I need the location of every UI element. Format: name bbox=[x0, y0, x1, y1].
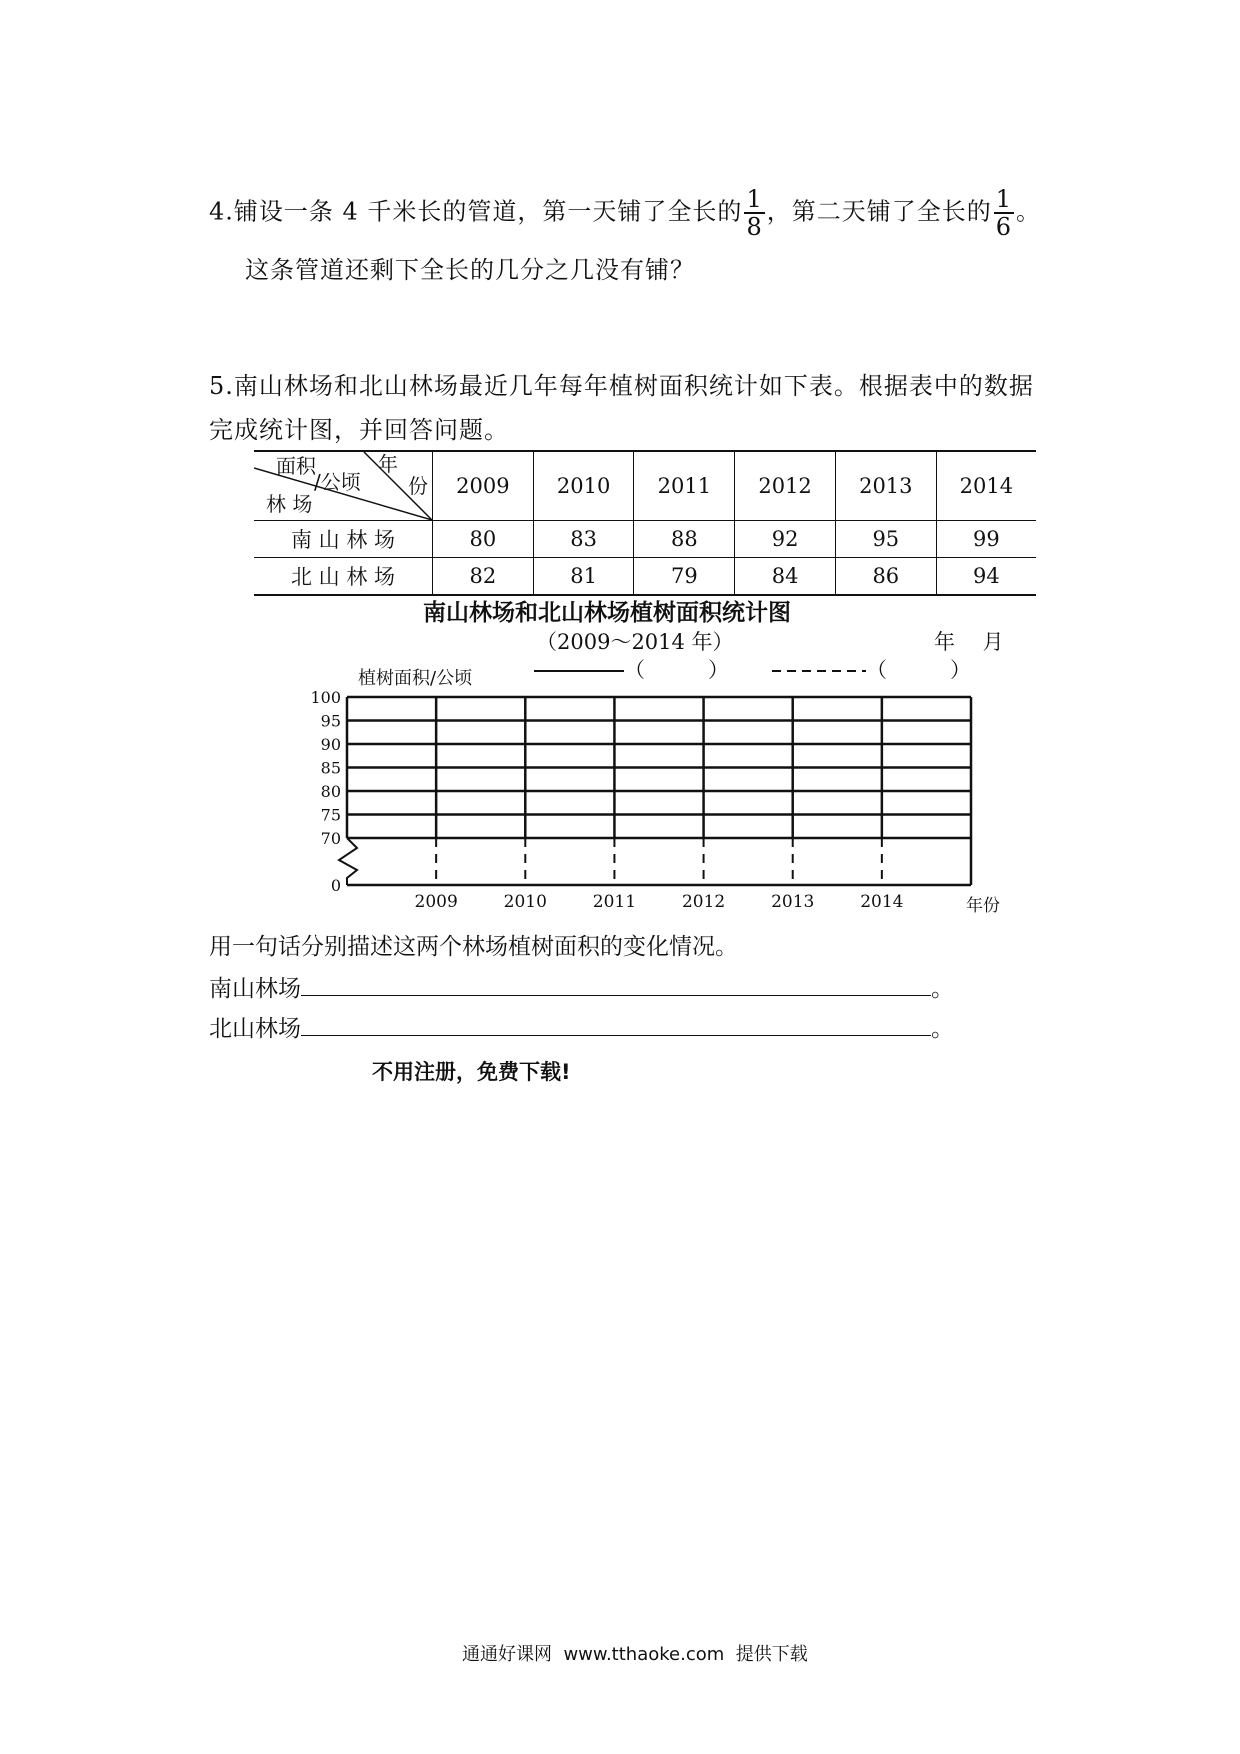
data-table bbox=[254, 450, 1036, 596]
x-tick-label: 2013 bbox=[771, 892, 815, 912]
y-tick-label: 0 bbox=[330, 876, 341, 895]
table-cell: 86 bbox=[835, 558, 936, 596]
table-cell: 79 bbox=[634, 558, 735, 596]
fraction-denominator: 6 bbox=[995, 213, 1012, 241]
answer-prompt: 用一句话分别描述这两个林场植树面积的变化情况。 bbox=[209, 934, 738, 960]
y-tick-label: 95 bbox=[320, 711, 341, 731]
chart-subtitle: （2009～2014 年） bbox=[536, 630, 734, 654]
y-tick-label: 70 bbox=[320, 829, 341, 848]
x-tick-label: 2012 bbox=[681, 892, 726, 912]
corner-label-farm: 林 场 bbox=[266, 492, 313, 516]
q5-line2: 完成统计图，并回答问题。 bbox=[209, 416, 509, 444]
answer-south-end: 。 bbox=[931, 976, 954, 1002]
table-cell: 99 bbox=[936, 521, 1036, 558]
q4-text-part3: 。 bbox=[1016, 197, 1041, 226]
fraction-numerator: 1 bbox=[746, 185, 763, 213]
chart-date-blank: 年 月 bbox=[934, 630, 1004, 654]
fraction-numerator: 1 bbox=[995, 185, 1012, 213]
table-cell: 95 bbox=[835, 521, 936, 558]
q4-text-part2: ，第二天铺了全长的 bbox=[766, 197, 992, 226]
year-header: 2013 bbox=[835, 451, 936, 521]
year-header: 2012 bbox=[735, 451, 836, 521]
table-cell: 84 bbox=[735, 558, 836, 596]
table-row bbox=[254, 521, 1036, 558]
legend-solid-blank: （ ） bbox=[624, 658, 729, 682]
x-tick-label: 2010 bbox=[503, 892, 547, 912]
y-tick-label: 90 bbox=[320, 735, 341, 754]
year-header: 2009 bbox=[433, 451, 534, 521]
x-tick-label: 2011 bbox=[592, 892, 637, 912]
fraction-one-eighth bbox=[744, 186, 764, 240]
chart-title: 南山林场和北山林场植树面积统计图 bbox=[423, 600, 791, 626]
page-footer: 通通好课网 www.tthaoke.com 提供下载 bbox=[462, 1644, 808, 1665]
y-tick-label: 80 bbox=[320, 782, 341, 801]
x-axis-unit-label: 年份 bbox=[966, 896, 1000, 916]
fraction-denominator: 8 bbox=[746, 213, 763, 241]
x-tick-label: 2009 bbox=[414, 892, 458, 912]
q4-line1 bbox=[209, 186, 1041, 240]
legend-solid bbox=[534, 662, 624, 682]
q4-line2: 这条管道还剩下全长的几分之几没有铺？ bbox=[245, 256, 695, 284]
corner-label-area: 面积 bbox=[276, 454, 316, 478]
legend-dashed-blank: （ ） bbox=[866, 658, 971, 682]
year-header: 2014 bbox=[936, 451, 1036, 521]
table-cell: 82 bbox=[433, 558, 534, 596]
promo-text: 不用注册，免费下载! bbox=[372, 1060, 571, 1084]
y-tick-label: 75 bbox=[320, 805, 341, 825]
answer-north-end: 。 bbox=[931, 1016, 954, 1042]
answer-north-line bbox=[209, 1010, 954, 1043]
corner-label-year-2: 份 bbox=[408, 474, 428, 498]
table-row bbox=[254, 558, 1036, 596]
y-axis-break-zigzag bbox=[339, 838, 357, 885]
q5-line1: 5.南山林场和北山林场最近几年每年植树面积统计如下表。根据表中的数据 bbox=[209, 372, 1034, 400]
table-cell: 94 bbox=[936, 558, 1036, 596]
year-header: 2011 bbox=[634, 451, 735, 521]
q4-text-part1: 4.铺设一条 4 千米长的管道，第一天铺了全长的 bbox=[209, 197, 743, 226]
x-tick-label: 2014 bbox=[860, 892, 904, 912]
answer-south-line bbox=[209, 970, 954, 1003]
table-cell: 80 bbox=[433, 521, 534, 558]
corner-label-year-1: 年 bbox=[378, 452, 398, 476]
year-header: 2010 bbox=[533, 451, 634, 521]
y-tick-label: 85 bbox=[320, 758, 341, 778]
table-corner-cell bbox=[254, 451, 433, 521]
chart-ylabel: 植树面积/公顷 bbox=[358, 668, 473, 689]
row-label-nanshan: 南 山 林 场 bbox=[254, 521, 433, 558]
answer-north-blank[interactable] bbox=[301, 1013, 931, 1036]
y-tick-label: 100 bbox=[310, 688, 341, 707]
answer-north-label: 北山林场 bbox=[209, 1016, 301, 1042]
table-header-row bbox=[254, 451, 1036, 521]
line-chart bbox=[300, 680, 1020, 920]
legend-dashed bbox=[772, 662, 866, 682]
table-cell: 88 bbox=[634, 521, 735, 558]
answer-south-blank[interactable] bbox=[301, 973, 931, 996]
fraction-one-sixth bbox=[994, 186, 1014, 240]
table-cell: 81 bbox=[533, 558, 634, 596]
table-cell: 92 bbox=[735, 521, 836, 558]
table-cell: 83 bbox=[533, 521, 634, 558]
row-label-beishan: 北 山 林 场 bbox=[254, 558, 433, 596]
corner-label-unit: /公顷 bbox=[314, 470, 361, 494]
answer-south-label: 南山林场 bbox=[209, 976, 301, 1002]
